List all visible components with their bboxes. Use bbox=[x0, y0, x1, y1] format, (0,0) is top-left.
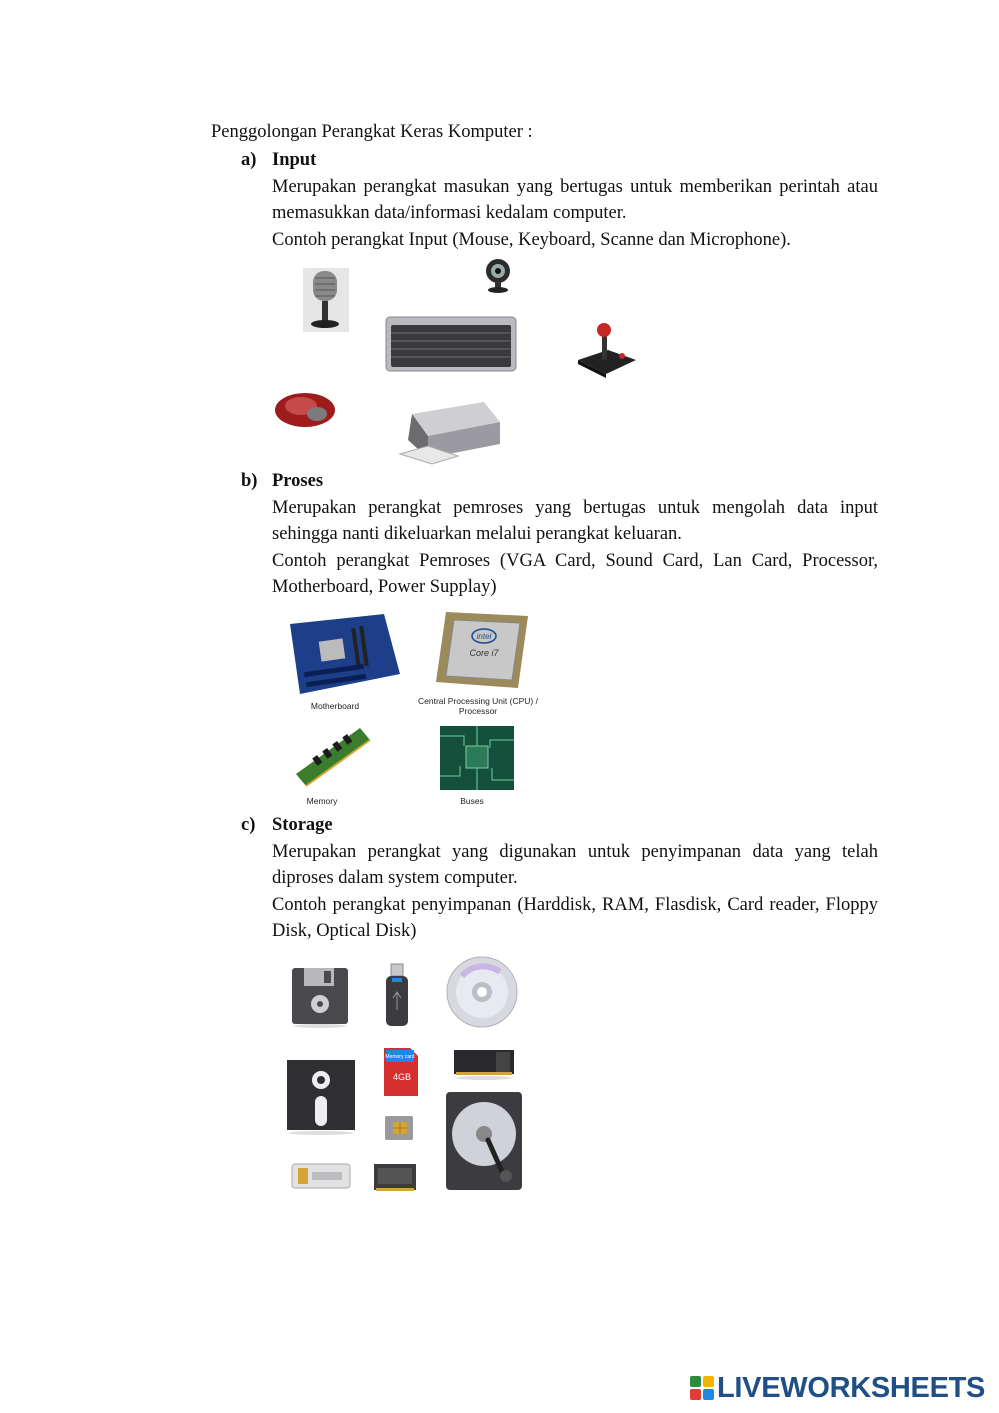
section-label: a) bbox=[241, 150, 257, 170]
joystick-image bbox=[574, 320, 640, 378]
sd-top-text: Memory card bbox=[385, 1054, 415, 1060]
brand-name: LIVEWORKSHEETS bbox=[717, 1371, 986, 1404]
optical-disk-image bbox=[444, 956, 520, 1030]
section-label: b) bbox=[241, 471, 258, 491]
sim-card-image bbox=[381, 1112, 417, 1146]
cpu-model-text: Core i7 bbox=[469, 648, 499, 658]
sd-size-text: 4GB bbox=[392, 1072, 412, 1082]
section-storage bbox=[241, 812, 878, 945]
section-description: Merupakan perangkat yang digunakan untuk penyimpanan data yang telah diproses dalam system computer. bbox=[272, 841, 878, 889]
logo-tile-blue bbox=[703, 1389, 714, 1400]
cpu-caption: Central Processing Unit (CPU) / Processor bbox=[418, 696, 538, 716]
section-example: Contoh perangkat Pemroses (VGA Card, Sound Card, Lan Card, Processor, Motherboard, Power Supplay) bbox=[272, 550, 878, 598]
harddisk-image bbox=[444, 1090, 524, 1194]
keyboard-image bbox=[385, 316, 517, 372]
sd-card-image bbox=[380, 1046, 420, 1098]
section-title: Proses bbox=[272, 471, 324, 491]
ram-stick-image bbox=[452, 1046, 516, 1080]
floppy-5-25-image bbox=[285, 1058, 357, 1136]
section-heading bbox=[241, 147, 878, 174]
memory-image bbox=[292, 722, 374, 792]
microphone-image bbox=[303, 268, 349, 332]
memory-module-image bbox=[372, 1160, 418, 1196]
floppy-disk-image bbox=[290, 966, 350, 1028]
section-description: Merupakan perangkat masukan yang bertugas untuk memberikan perintah atau memasukkan data/informasi kedalam computer. bbox=[272, 176, 878, 224]
mouse-image bbox=[273, 388, 337, 430]
motherboard-caption: Motherboard bbox=[310, 701, 360, 711]
webcam-image bbox=[484, 258, 512, 294]
card-reader-image bbox=[290, 1160, 352, 1196]
liveworksheets-logo bbox=[690, 1370, 985, 1406]
buses-caption: Buses bbox=[460, 796, 484, 806]
intro-heading: Penggolongan Perangkat Keras Komputer : bbox=[211, 122, 533, 142]
flashdisk-image bbox=[382, 962, 412, 1030]
section-title: Input bbox=[272, 150, 317, 170]
section-title: Storage bbox=[272, 815, 333, 835]
section-example: Contoh perangkat Input (Mouse, Keyboard, Scanne dan Microphone). bbox=[272, 229, 791, 250]
cpu-image bbox=[432, 608, 532, 692]
printer-image bbox=[398, 400, 502, 466]
section-heading bbox=[241, 812, 878, 839]
logo-tile-red bbox=[690, 1389, 701, 1400]
logo-tile-yellow bbox=[703, 1376, 714, 1387]
section-example: Contoh perangkat penyimpanan (Harddisk, RAM, Flasdisk, Card reader, Floppy Disk, Optical Disk) bbox=[272, 894, 878, 942]
memory-caption: Memory bbox=[306, 796, 338, 806]
motherboard-image bbox=[276, 610, 404, 698]
buses-image bbox=[440, 726, 514, 790]
section-label: c) bbox=[241, 815, 256, 835]
cpu-brand-text: intel bbox=[476, 632, 492, 641]
section-description: Merupakan perangkat pemroses yang bertugas untuk mengolah data input sehingga nanti dikeluarkan melalui perangkat keluaran. bbox=[272, 497, 878, 545]
section-input bbox=[241, 147, 878, 253]
logo-tiles-icon bbox=[690, 1376, 714, 1400]
section-proses bbox=[241, 468, 878, 601]
logo-tile-green bbox=[690, 1376, 701, 1387]
section-heading bbox=[241, 468, 878, 495]
